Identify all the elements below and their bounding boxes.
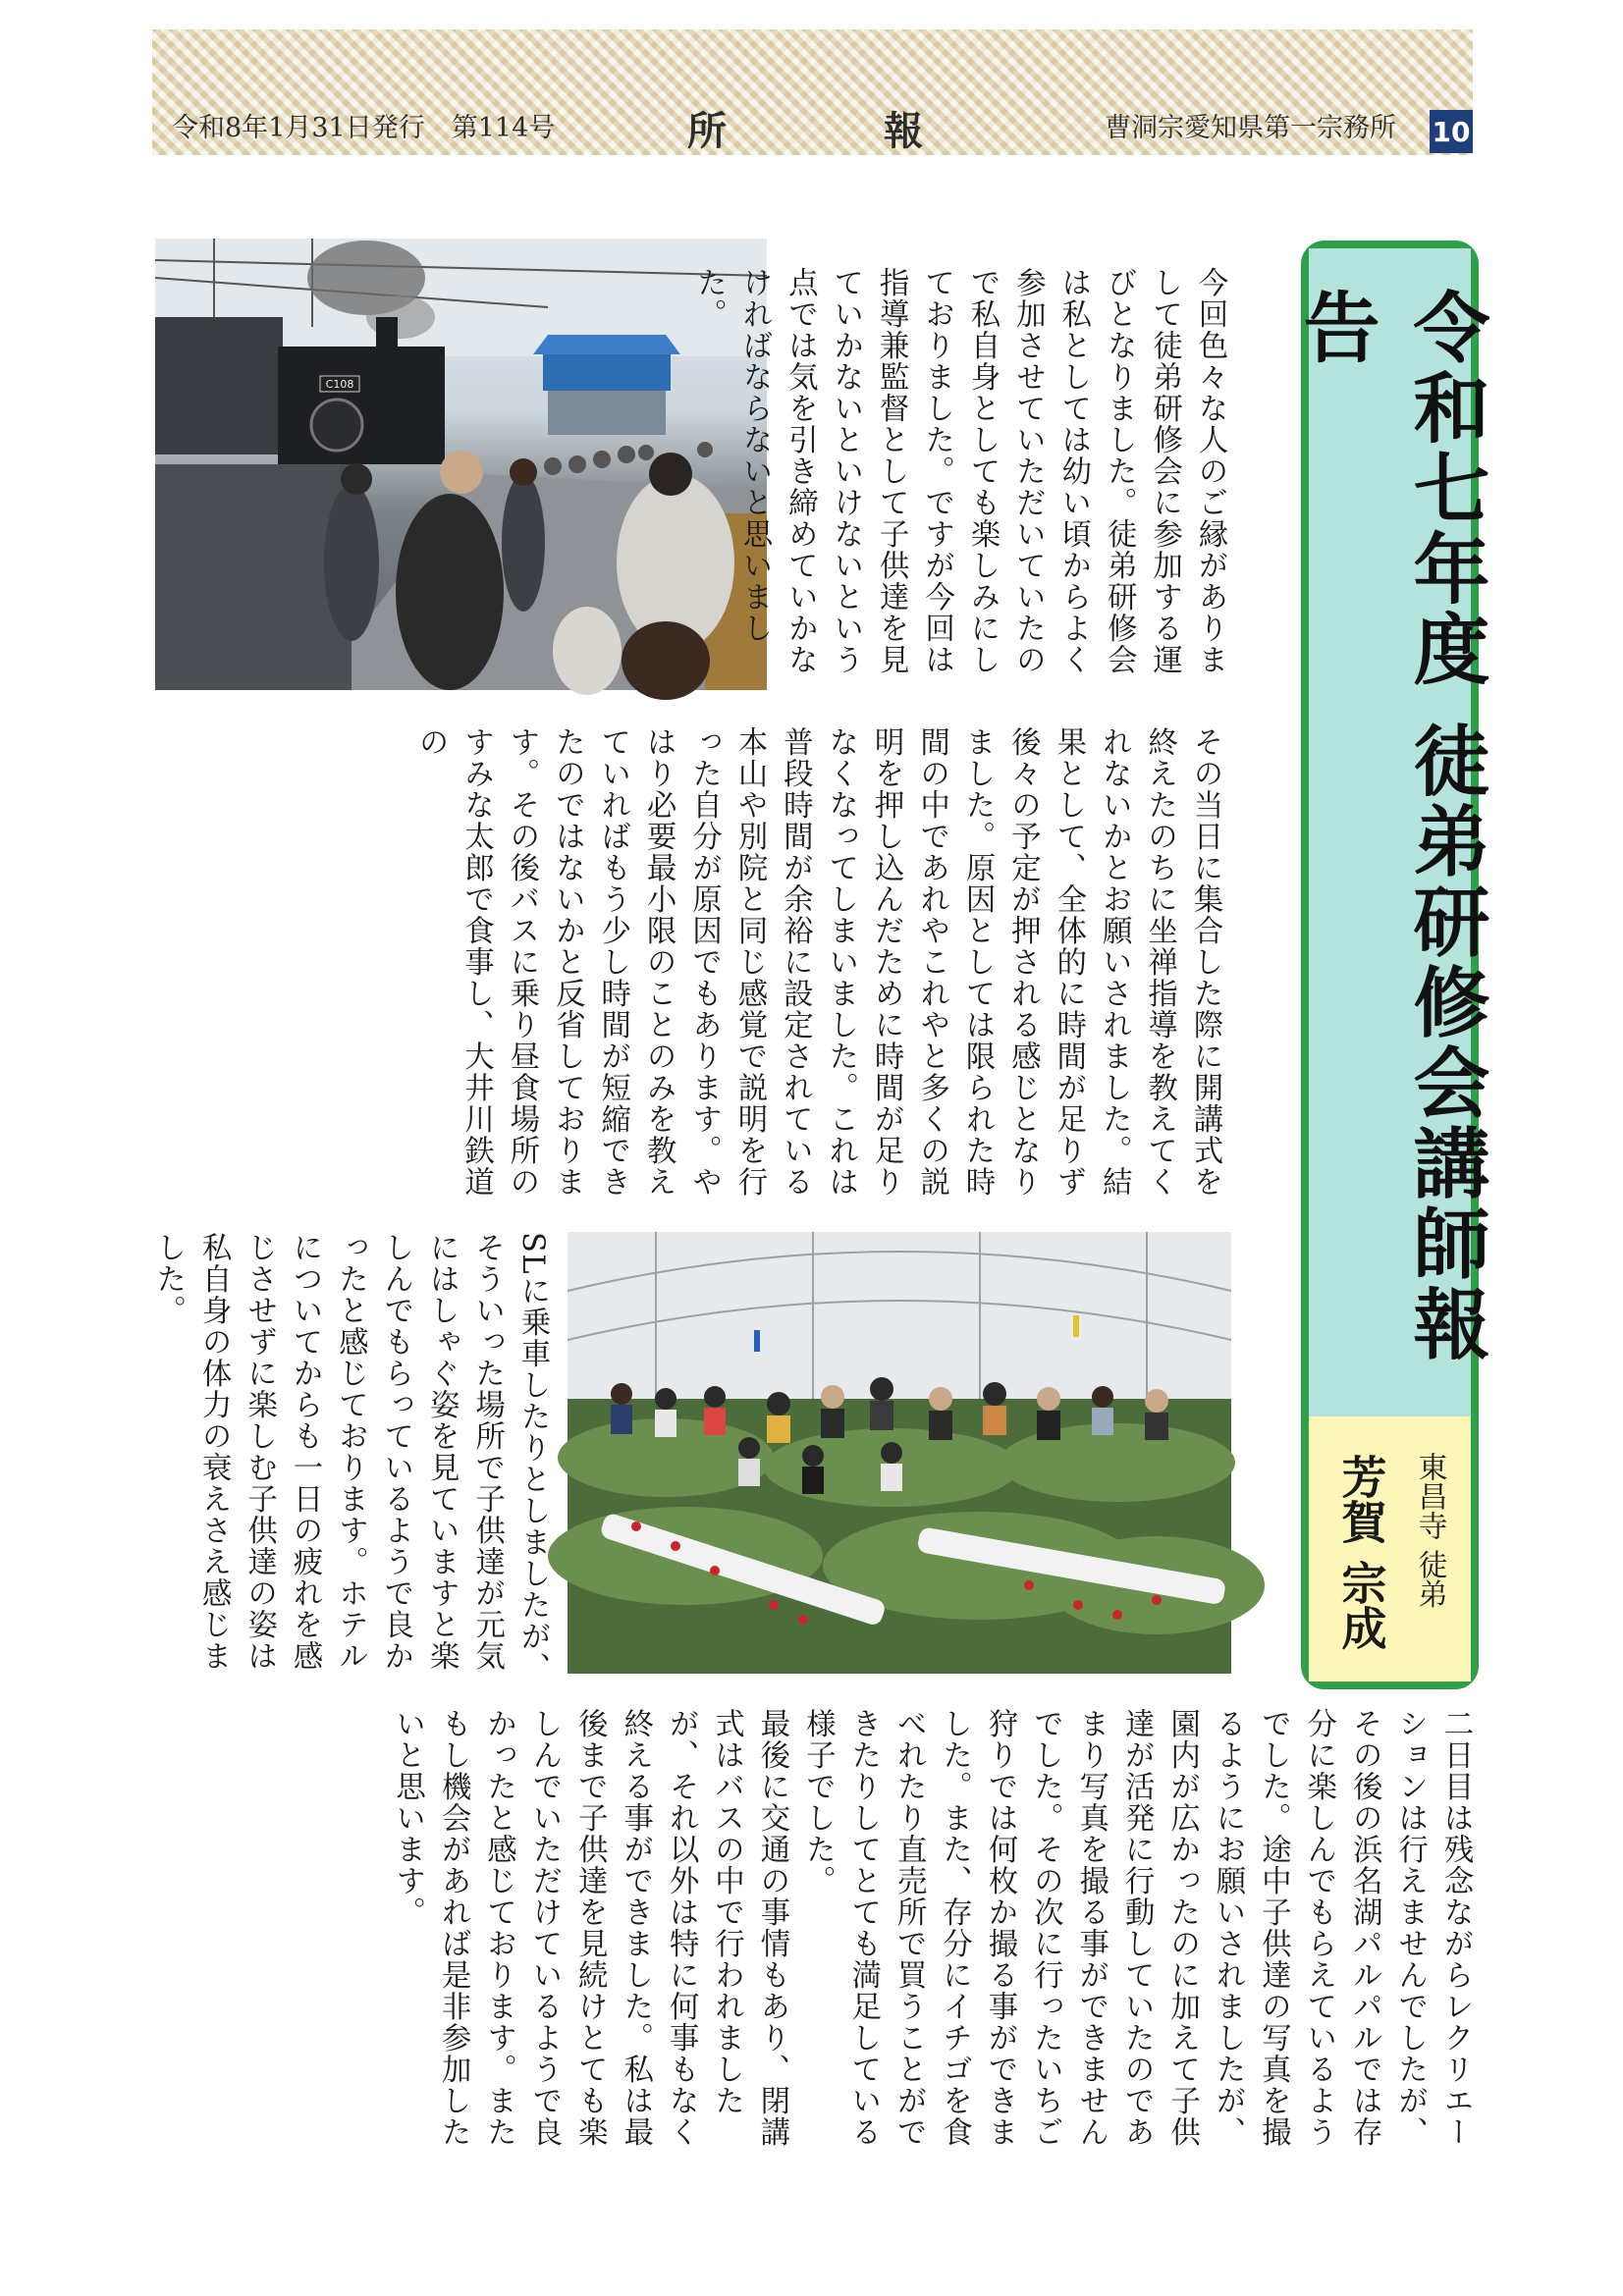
author-panel [1309,1416,1471,1682]
page-number-badge: 10 [1430,110,1473,153]
text-column-3 [137,1232,555,1688]
text-column-4 [182,1708,1478,2169]
text-column-1 [691,267,1232,699]
author-temple: 東昌寺 徒弟 [1412,1452,1447,1609]
paragraph: 二日目は残念ながらレクリエーションは行えませんでしたが、その後の浜名湖パルパルでは存分に楽しんでもらえているようでした。途中子供達の写真を撮るようにお願いされましたが、園内が広かったのに加えて子供達が活発に行動していたのであまり写真を撮る事ができませんでした。その次に行ったいちご狩りでは何枚か撮る事ができました。また、存分にイチゴを食べれたり直売所で買うことができたりしてとても満足している様子でした。 [800,1708,1473,2148]
paragraph: その当日に集合した際に開講式を終えたのちに坐禅指導を教えてくれないかとお願いされました。結果として、全体的に時間が足りず後々の予定が押される感じとなりました。原因としては限られた時間の中であれやこれやと多くの説明を押し込んだために時間が足りなくなってしまいました。これは普段時間が余裕に設定されている本山や別院と同じ感覚で説明を行った自分が原因でもあります。やはり必要最小限のことのみを教えていればもう少し時間が短縮できたのではないかと反省しております。その後バスに乗り昼食場所のすみな太郎で食事し、大井川鉄道の [413,726,1222,1198]
paragraph: 今回色々な人のご縁がありまして徒弟研修会に参加する運びとなりました。徒弟研修会は私としては幼い頃からよく参加させていただいていたので私自身としても楽しみにしておりました。ですが今回は指導兼監督として子供達を見ていかないといけないという点では気を引き締めていかなければならないと思いました。 [691,267,1227,675]
issue-date: 令和8年1月31日発行 第114号 [172,113,556,143]
text-column-2 [137,726,1227,1198]
article-title-box [1290,240,1489,1689]
paragraph: SLに乗車したりとしましたが、そういった場所で子供達が元気にはしゃぐ姿を見ていますと楽しんでもらっているようで良かったと感じております。ホテルについてからも一日の疲れを感じさせずに楽しむ子供達の姿は私自身の体力の衰えさえ感じました。 [150,1232,550,1684]
locomotive-number-plate: C108 [325,378,354,391]
title-char-1: 所 [687,108,727,154]
title-char-2: 報 [884,108,923,154]
newsletter-title [687,100,923,156]
organization-name: 曹洞宗愛知県第一宗務所 [1105,113,1396,143]
paragraph: 最後に交通の事情もあり、閉講式はバスの中で行われましたが、それ以外は特に何事もなく終える事ができました。私は最後まで子供達を見続けとても楽しんでいただけているようで良かったと感じております。またもし機会があれば是非参加したいと思います。 [390,1708,789,2148]
author-name: 芳賀 宗成 [1334,1454,1388,1651]
title-panel [1290,248,1489,1416]
strawberry-greenhouse-photo [568,1232,1231,1674]
article-title: 令和七年度 徒弟研修会講師報告 [1290,288,1489,1365]
train-platform-photo [155,239,767,690]
